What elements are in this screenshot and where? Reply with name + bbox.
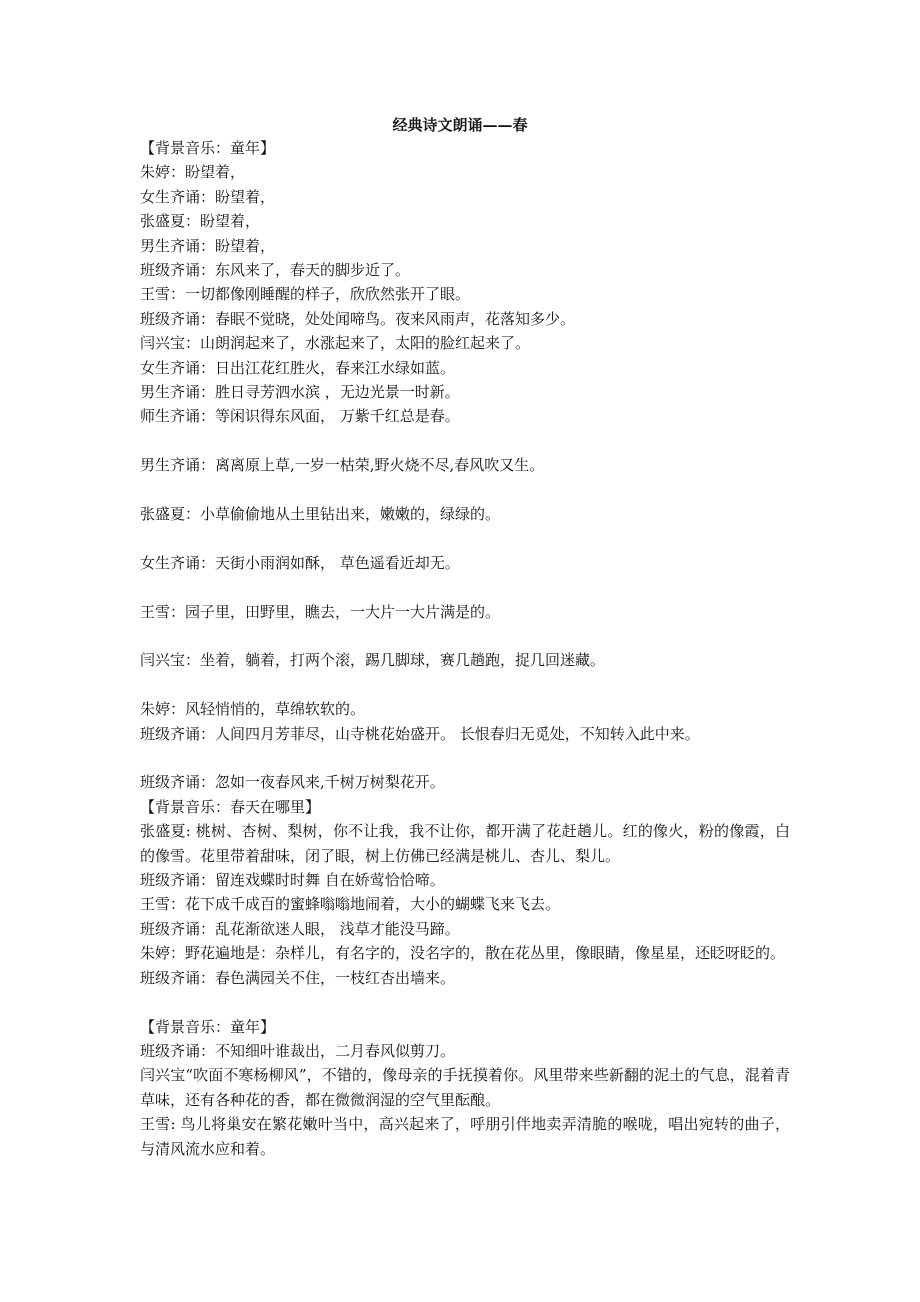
blank-line bbox=[140, 746, 790, 770]
script-line: 班级齐诵：乱花渐欲迷人眼， 浅草才能没马蹄。 bbox=[140, 919, 460, 938]
script-paragraph: 张盛夏: 桃树、杏树、梨树，你不让我，我不让你，都开满了花赶趟儿。红的像火，粉的像霞，白的像雪。花里带着甜味，闭了眼，树上仿佛已经满是桃儿、杏儿、梨儿。 bbox=[140, 822, 790, 865]
script-line: 王雪：花下成千成百的蜜蜂嗡嗡地闹着，大小的蝴蝶飞来飞去。 bbox=[140, 895, 561, 914]
script-line: 女生齐诵：日出江花红胜火，春来江水绿如蓝。 bbox=[140, 358, 456, 377]
blank-line bbox=[140, 526, 790, 550]
music-cue: 【背景音乐：童年】 bbox=[140, 139, 276, 157]
script-line: 朱婷：风轻悄悄的，草绵软软的。 bbox=[140, 700, 366, 719]
blank-line bbox=[140, 673, 790, 697]
blank-line bbox=[140, 478, 790, 502]
script-line: 张盛夏：小草偷偷地从土里钻出来，嫩嫩的，绿绿的。 bbox=[140, 505, 501, 524]
blank-line bbox=[140, 575, 790, 599]
script-line: 王雪：一切都像刚睡醒的样子，欣欣然张开了眼。 bbox=[140, 285, 471, 304]
recitation-script bbox=[140, 136, 790, 1161]
script-line: 王雪：园子里，田野里，瞧去，一大片一大片满是的。 bbox=[140, 602, 501, 621]
blank-line bbox=[140, 990, 790, 1014]
script-line: 班级齐诵：人间四月芳菲尽，山寺桃花始盛开。 长恨春归无觅处，不知转入此中来。 bbox=[140, 724, 700, 743]
script-paragraph: 王雪: 鸟儿将巢安在繁花嫩叶当中，高兴起来了，呼朋引伴地卖弄清脆的喉咙，唱出宛转的曲子，与清风流水应和着。 bbox=[140, 1115, 790, 1158]
script-line: 班级齐诵：春色满园关不住，一枝红杏出墙来。 bbox=[140, 968, 456, 987]
script-line: 男生齐诵：离离原上草,一岁一枯荣,野火烧不尽,春风吹又生。 bbox=[140, 456, 545, 475]
script-line: 闫兴宝：坐着，躺着，打两个滚，踢几脚球，赛几趟跑，捉几回迷藏。 bbox=[140, 651, 606, 670]
script-line: 朱婷：盼望着， bbox=[140, 163, 246, 182]
document-title: 经典诗文朗诵——春 bbox=[392, 116, 528, 134]
script-line: 闫兴宝：山朗润起来了，水涨起来了，太阳的脸红起来了。 bbox=[140, 334, 531, 353]
script-line: 班级齐诵：不知细叶谁裁出，二月春风似剪刀。 bbox=[140, 1041, 456, 1060]
script-line: 女生齐诵：天街小雨润如酥， 草色遥看近却无。 bbox=[140, 553, 460, 572]
blank-line bbox=[140, 429, 790, 453]
blank-line bbox=[140, 624, 790, 648]
script-paragraph: 朱婷：野花遍地是：杂样儿，有名字的，没名字的，散在花丛里，像眼睛，像星星，还眨呀眨的。 bbox=[140, 944, 786, 963]
script-line: 张盛夏：盼望着， bbox=[140, 212, 261, 231]
script-line: 男生齐诵：胜日寻芳泗水滨 ，无边光景一时新。 bbox=[140, 383, 460, 402]
script-line: 班级齐诵：春眠不觉晓，处处闻啼鸟。夜来风雨声，花落知多少。 bbox=[140, 309, 576, 328]
script-line: 班级齐诵：忽如一夜春风来,千树万树梨花开。 bbox=[140, 773, 445, 792]
script-line: 班级齐诵：东风来了，春天的脚步近了。 bbox=[140, 261, 411, 280]
music-cue: 【背景音乐：春天在哪里】 bbox=[140, 797, 321, 816]
script-line: 女生齐诵：盼望着， bbox=[140, 187, 276, 206]
script-line: 男生齐诵：盼望着， bbox=[140, 236, 276, 255]
script-line: 师生齐诵：等闲识得东风面， 万紫千红总是春。 bbox=[140, 407, 460, 426]
script-paragraph: 闫兴宝“吹面不寒杨柳风”，不错的，像母亲的手抚摸着你。风里带来些新翻的泥土的气息，混着青草味，还有各种花的香，都在微微润湿的空气里酝酿。 bbox=[140, 1066, 790, 1109]
music-cue: 【背景音乐：童年】 bbox=[140, 1017, 276, 1036]
script-line: 班级齐诵：留连戏蝶时时舞 自在娇莺恰恰啼。 bbox=[140, 871, 445, 890]
